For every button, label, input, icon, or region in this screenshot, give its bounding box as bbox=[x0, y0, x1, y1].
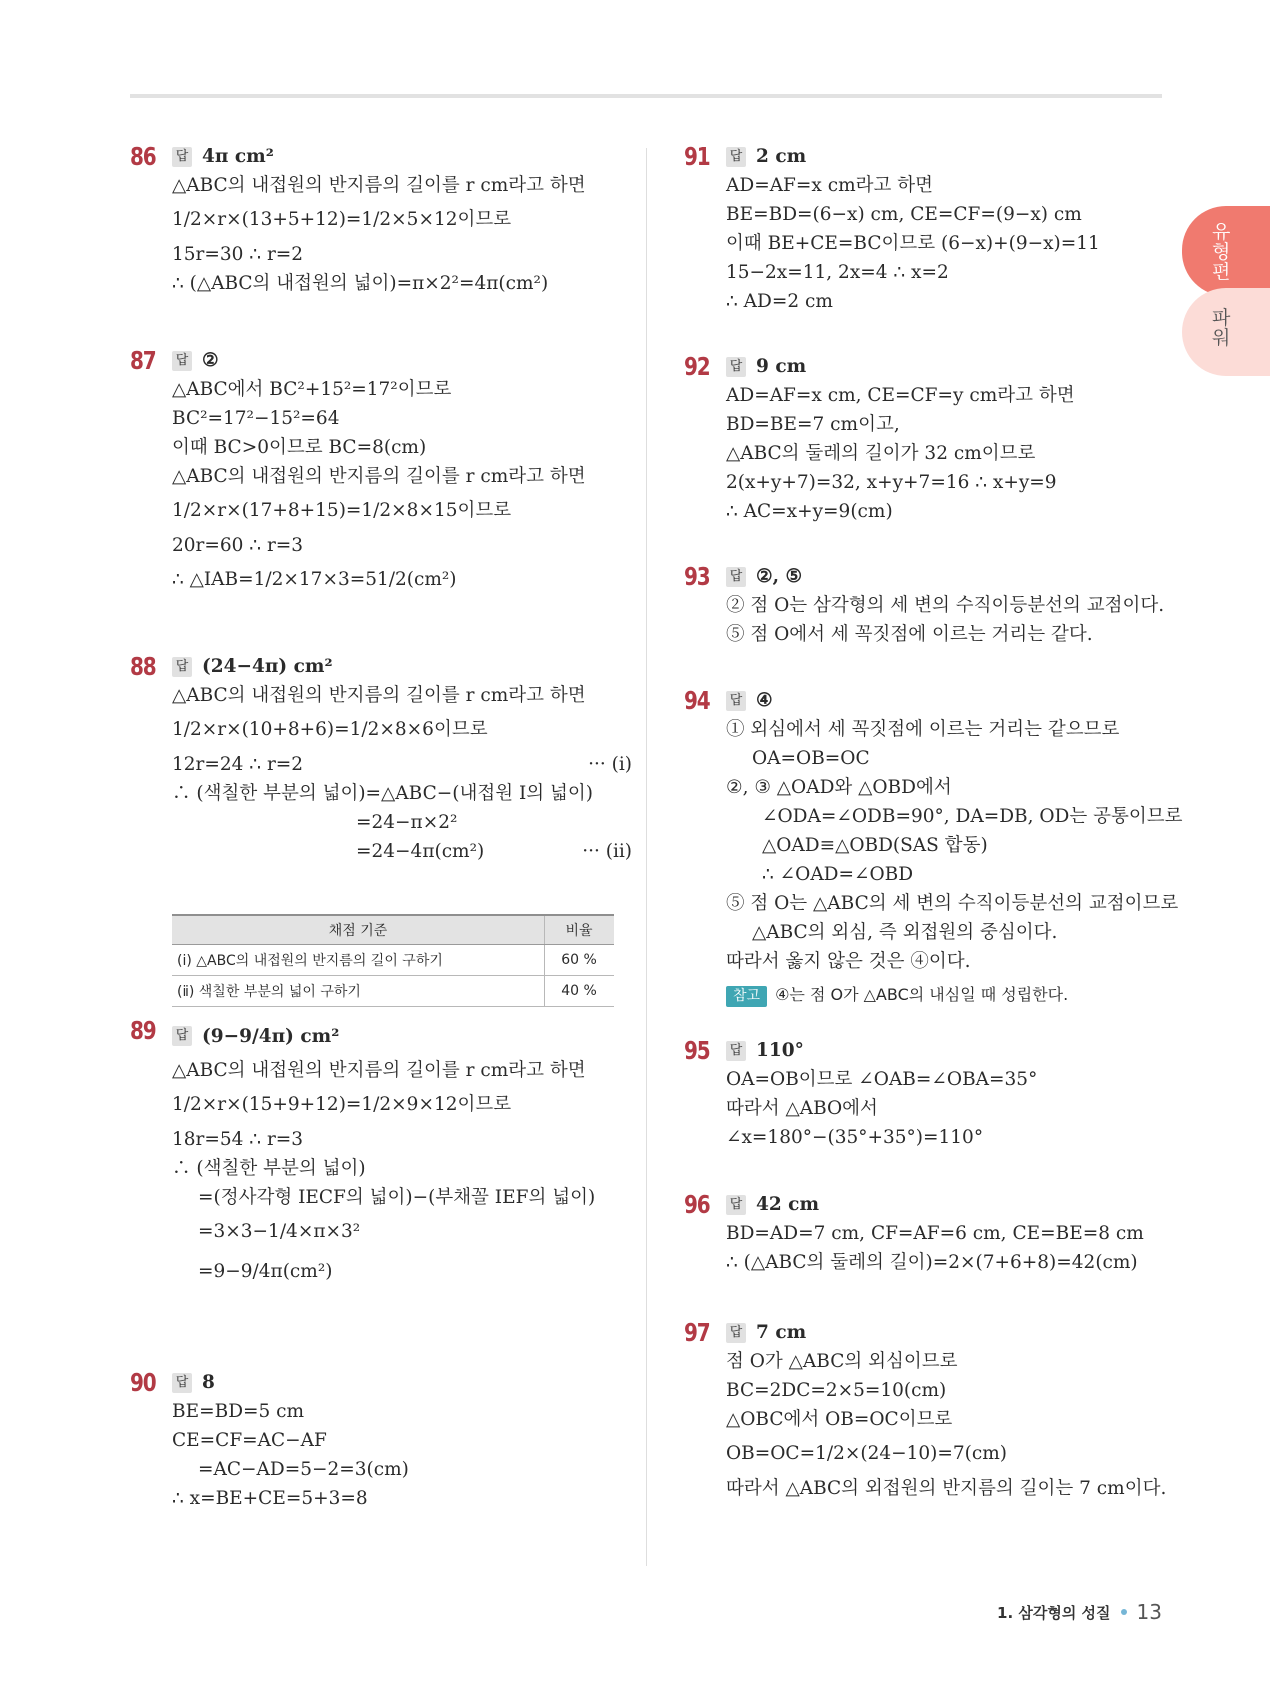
solution-line bbox=[726, 287, 1186, 316]
solution-line-text: BC²=17²−15²=64 bbox=[172, 408, 340, 429]
answer-text: ④ bbox=[756, 690, 773, 711]
solution-body bbox=[726, 1036, 1186, 1152]
column-divider bbox=[646, 148, 647, 1566]
solution-body bbox=[172, 346, 632, 600]
answer-line bbox=[726, 1190, 1186, 1219]
grading-ratio-cell: 40 % bbox=[545, 976, 615, 1007]
solution-line bbox=[172, 1484, 632, 1513]
solution-line bbox=[726, 1405, 1186, 1434]
answer-badge: 답 bbox=[172, 657, 192, 677]
solution-line-text: BD=BE=7 cm이고, bbox=[726, 414, 900, 435]
solution-line bbox=[726, 802, 1186, 831]
solution-line-text: 1/2×r×(10+8+6)=1/2×8×6이므로 bbox=[172, 719, 488, 740]
answer-badge: 답 bbox=[172, 1026, 192, 1046]
solution-line-text: △ABC의 내접원의 반지름의 길이를 r cm라고 하면 bbox=[172, 175, 586, 196]
solution-line bbox=[726, 1065, 1186, 1094]
answer-text: (24−4π) cm² bbox=[202, 656, 333, 677]
solution-body bbox=[726, 562, 1186, 649]
solution-line-text: △ABC의 둘레의 길이가 32 cm이므로 bbox=[726, 443, 1036, 464]
answer-line bbox=[726, 1318, 1186, 1347]
solution-line-text: ∴ (색칠한 부분의 넓이) bbox=[172, 1158, 366, 1179]
grading-header-ratio: 비율 bbox=[545, 915, 615, 945]
solution-line-text: OA=OB=OC bbox=[752, 748, 870, 769]
solution-line-text: 2(x+y+7)=32, x+y+7=16 ∴ x+y=9 bbox=[726, 472, 1057, 493]
grading-ratio-cell: 60 % bbox=[545, 945, 615, 976]
grading-row bbox=[172, 976, 614, 1007]
answer-text: 110° bbox=[756, 1040, 804, 1061]
solution-line-text: OB=OC=1/2×(24−10)=7(cm) bbox=[726, 1443, 1007, 1464]
solution-line bbox=[172, 1085, 632, 1125]
solution-line bbox=[172, 560, 632, 600]
solution-line bbox=[172, 462, 632, 491]
solution-line-text: BD=AD=7 cm, CF=AF=6 cm, CE=BE=8 cm bbox=[726, 1223, 1144, 1244]
solution-line bbox=[172, 531, 632, 560]
solution-line bbox=[726, 947, 1186, 976]
answer-badge: 답 bbox=[726, 1195, 746, 1215]
solution-line-text: ① 외심에서 세 꼭짓점에 이르는 거리는 같으므로 bbox=[726, 719, 1120, 740]
solution-line bbox=[726, 1248, 1186, 1277]
side-tab-power[interactable] bbox=[1182, 288, 1270, 376]
problem-number: 88 bbox=[130, 652, 156, 681]
solution-line bbox=[726, 200, 1186, 229]
solution-line bbox=[726, 860, 1186, 889]
solution-line-text: BE=BD=5 cm bbox=[172, 1401, 305, 1422]
answer-line bbox=[172, 346, 632, 375]
grading-table bbox=[172, 914, 614, 1007]
answer-text: 9 cm bbox=[756, 356, 807, 377]
solution-body bbox=[726, 352, 1186, 526]
solution-line bbox=[172, 1125, 632, 1154]
solution-line-text: =(정사각형 IECF의 넓이)−(부채꼴 IEF의 넓이) bbox=[198, 1187, 596, 1208]
solution-line-text: AD=AF=x cm라고 하면 bbox=[726, 175, 933, 196]
solution-line bbox=[172, 1252, 632, 1292]
answer-line bbox=[172, 652, 632, 681]
solution-line bbox=[726, 744, 1186, 773]
solution-line-text: ∴ (색칠한 부분의 넓이)=△ABC−(내접원 I의 넓이) bbox=[172, 783, 593, 804]
solution-line-text: 1/2×r×(15+9+12)=1/2×9×12이므로 bbox=[172, 1094, 512, 1115]
problem-number: 89 bbox=[130, 1016, 156, 1045]
page-footer bbox=[997, 1600, 1162, 1624]
problem-number: 95 bbox=[684, 1036, 710, 1065]
solution-line-text: 20r=60 ∴ r=3 bbox=[172, 535, 304, 556]
answer-line bbox=[726, 562, 1186, 591]
solution-line bbox=[172, 1426, 632, 1455]
solution-line bbox=[726, 468, 1186, 497]
answer-text: 7 cm bbox=[756, 1322, 807, 1343]
grading-criteria-cell: (ⅱ) 색칠한 부분의 넓이 구하기 bbox=[172, 976, 545, 1007]
answer-text: (9−9/4π) cm² bbox=[202, 1025, 340, 1047]
solution-line bbox=[172, 240, 632, 269]
solution-line bbox=[726, 715, 1186, 744]
solution-line bbox=[726, 591, 1186, 620]
solution-line-text: △OAD≡△OBD(SAS 합동) bbox=[762, 835, 988, 856]
solution-line bbox=[726, 889, 1186, 918]
step-marker: ··· (ⅰ) bbox=[588, 754, 632, 775]
solution-line-text: ∠ODA=∠ODB=90°, DA=DB, OD는 공통이므로 bbox=[762, 806, 1183, 827]
solution-body bbox=[726, 1190, 1186, 1277]
grading-table-header bbox=[172, 915, 614, 945]
note-badge: 참고 bbox=[726, 986, 767, 1007]
solution-line-text: ∴ △IAB=1/2×17×3=51/2(cm²) bbox=[172, 569, 457, 590]
solution-line-text: ∴ (△ABC의 내접원의 넓이)=π×2²=4π(cm²) bbox=[172, 273, 549, 294]
solution-line-text: CE=CF=AC−AF bbox=[172, 1430, 327, 1451]
side-tab-type-label: 유형편 bbox=[1212, 221, 1231, 283]
solution-line bbox=[172, 1056, 632, 1085]
solution-line-text: BE=BD=(6−x) cm, CE=CF=(9−x) cm bbox=[726, 204, 1082, 225]
solution-line bbox=[172, 404, 632, 433]
answer-badge: 답 bbox=[172, 1373, 192, 1393]
solution-body bbox=[172, 1368, 632, 1513]
problem-number: 93 bbox=[684, 562, 710, 591]
solution-line-text: =9−9/4π(cm²) bbox=[198, 1261, 333, 1282]
solution-line-text: BC=2DC=2×5=10(cm) bbox=[726, 1380, 947, 1401]
solution-line-text: 점 O가 △ABC의 외심이므로 bbox=[726, 1351, 958, 1372]
solution-line bbox=[172, 375, 632, 404]
side-tab-power-label: 파워 bbox=[1212, 307, 1231, 349]
solution-line-text: ∴ x=BE+CE=5+3=8 bbox=[172, 1488, 368, 1509]
solution-line bbox=[172, 1455, 632, 1484]
solution-line-text: AD=AF=x cm, CE=CF=y cm라고 하면 bbox=[726, 385, 1075, 406]
solution-line bbox=[726, 497, 1186, 526]
solution-line-text: △ABC의 내접원의 반지름의 길이를 r cm라고 하면 bbox=[172, 1060, 586, 1081]
answer-line bbox=[726, 352, 1186, 381]
solution-line-text: △ABC의 내접원의 반지름의 길이를 r cm라고 하면 bbox=[172, 466, 586, 487]
solution-line-text: =3×3−1/4×π×3² bbox=[198, 1221, 361, 1242]
problem-number: 94 bbox=[684, 686, 710, 715]
side-tab-type[interactable] bbox=[1182, 206, 1270, 296]
solution-line-text: =24−4π(cm²) bbox=[356, 841, 485, 862]
solution-line bbox=[726, 1376, 1186, 1405]
solution-line-text: ∴ (△ABC의 둘레의 길이)=2×(7+6+8)=42(cm) bbox=[726, 1252, 1138, 1273]
solution-line-text: ⑤ 점 O에서 세 꼭짓점에 이르는 거리는 같다. bbox=[726, 624, 1093, 645]
solution-line bbox=[726, 773, 1186, 802]
grading-criteria-cell: (ⅰ) △ABC의 내접원의 반지름의 길이 구하기 bbox=[172, 945, 545, 976]
solution-line bbox=[726, 1219, 1186, 1248]
solution-line-text: ② 점 O는 삼각형의 세 변의 수직이등분선의 교점이다. bbox=[726, 595, 1165, 616]
solution-body bbox=[726, 686, 1186, 1009]
solution-line-text: ∴ AD=2 cm bbox=[726, 291, 833, 312]
solution-line bbox=[726, 171, 1186, 200]
answer-badge: 답 bbox=[726, 357, 746, 377]
solution-body bbox=[172, 142, 632, 298]
solution-line bbox=[726, 1094, 1186, 1123]
solution-line-text: 이때 BE+CE=BC이므로 (6−x)+(9−x)=11 bbox=[726, 233, 1100, 254]
footer-dot-icon bbox=[1121, 1609, 1127, 1615]
solution-line bbox=[172, 1397, 632, 1426]
answer-badge: 답 bbox=[726, 567, 746, 587]
page-number: 13 bbox=[1136, 1600, 1162, 1624]
answer-text: 42 cm bbox=[756, 1194, 820, 1215]
note-line bbox=[726, 980, 1186, 1009]
answer-text: ② bbox=[202, 350, 219, 371]
answer-line bbox=[172, 142, 632, 171]
solution-line bbox=[172, 837, 632, 866]
problem-number: 91 bbox=[684, 142, 710, 171]
solution-line bbox=[726, 918, 1186, 947]
solution-line-text: ∠x=180°−(35°+35°)=110° bbox=[726, 1127, 984, 1148]
solution-body bbox=[172, 652, 632, 866]
solution-line-text: 이때 BC>0이므로 BC=8(cm) bbox=[172, 437, 427, 458]
solution-line bbox=[172, 1212, 632, 1252]
solution-line bbox=[172, 491, 632, 531]
solution-line-text: 따라서 △ABO에서 bbox=[726, 1098, 878, 1119]
solution-body bbox=[172, 1016, 632, 1292]
solution-line bbox=[726, 381, 1186, 410]
answer-line bbox=[726, 1036, 1186, 1065]
answer-text: 8 bbox=[202, 1372, 215, 1393]
answer-line bbox=[726, 142, 1186, 171]
solution-line-text: △ABC의 내접원의 반지름의 길이를 r cm라고 하면 bbox=[172, 685, 586, 706]
solution-line-text: ∴ ∠OAD=∠OBD bbox=[762, 864, 914, 885]
solution-line bbox=[726, 1347, 1186, 1376]
solution-line-text: △OBC에서 OB=OC이므로 bbox=[726, 1409, 953, 1430]
solution-line bbox=[172, 433, 632, 462]
answer-badge: 답 bbox=[726, 691, 746, 711]
solution-line bbox=[726, 410, 1186, 439]
answer-badge: 답 bbox=[726, 147, 746, 167]
solution-line-text: 15−2x=11, 2x=4 ∴ x=2 bbox=[726, 262, 949, 283]
answer-badge: 답 bbox=[726, 1041, 746, 1061]
footer-chapter: 1. 삼각형의 성질 bbox=[997, 1603, 1111, 1622]
solution-line-text: 12r=24 ∴ r=2 bbox=[172, 754, 304, 775]
solution-line-text: OA=OB이므로 ∠OAB=∠OBA=35° bbox=[726, 1069, 1038, 1090]
solution-line-text: 따라서 △ABC의 외접원의 반지름의 길이는 7 cm이다. bbox=[726, 1478, 1167, 1499]
solution-line-text: 1/2×r×(13+5+12)=1/2×5×12이므로 bbox=[172, 209, 512, 230]
solution-line-text: △ABC에서 BC²+15²=17²이므로 bbox=[172, 379, 452, 400]
answer-badge: 답 bbox=[726, 1323, 746, 1343]
answer-text: 2 cm bbox=[756, 146, 807, 167]
solution-line bbox=[172, 808, 632, 837]
answer-text: 4π cm² bbox=[202, 146, 274, 167]
grading-row bbox=[172, 945, 614, 976]
solution-line-text: ⑤ 점 O는 △ABC의 세 변의 수직이등분선의 교점이므로 bbox=[726, 893, 1179, 914]
step-marker: ··· (ⅱ) bbox=[582, 841, 632, 862]
solution-line-text: =24−π×2² bbox=[356, 812, 458, 833]
solution-line bbox=[172, 681, 632, 710]
solution-line bbox=[726, 1123, 1186, 1152]
solution-line bbox=[172, 269, 632, 298]
note-text: ④는 점 O가 △ABC의 내심일 때 성립한다. bbox=[775, 985, 1069, 1004]
top-rule bbox=[130, 94, 1162, 98]
solution-line-text: ②, ③ △OAD와 △OBD에서 bbox=[726, 777, 952, 798]
answer-badge: 답 bbox=[172, 351, 192, 371]
solution-line bbox=[172, 750, 632, 779]
solution-line bbox=[726, 1474, 1186, 1503]
solution-line bbox=[726, 229, 1186, 258]
solution-line bbox=[726, 258, 1186, 287]
solution-line-text: 따라서 옳지 않은 것은 ④이다. bbox=[726, 951, 971, 972]
solution-line bbox=[172, 200, 632, 240]
solution-line bbox=[172, 1183, 632, 1212]
solution-line-text: ∴ AC=x+y=9(cm) bbox=[726, 501, 893, 522]
solution-line-text: =AC−AD=5−2=3(cm) bbox=[198, 1459, 409, 1480]
solution-line bbox=[172, 171, 632, 200]
solution-line bbox=[172, 779, 632, 808]
problem-number: 96 bbox=[684, 1190, 710, 1219]
problem-number: 90 bbox=[130, 1368, 156, 1397]
answer-line bbox=[726, 686, 1186, 715]
solution-line bbox=[172, 710, 632, 750]
problem-number: 86 bbox=[130, 142, 156, 171]
solution-line bbox=[726, 1434, 1186, 1474]
grading-header-criteria: 채점 기준 bbox=[172, 915, 545, 945]
solution-line-text: 18r=54 ∴ r=3 bbox=[172, 1129, 304, 1150]
problem-number: 92 bbox=[684, 352, 710, 381]
solution-line bbox=[726, 620, 1186, 649]
solution-line bbox=[172, 1154, 632, 1183]
problem-number: 97 bbox=[684, 1318, 710, 1347]
solution-line bbox=[726, 439, 1186, 468]
solution-line bbox=[726, 831, 1186, 860]
solution-body bbox=[726, 1318, 1186, 1503]
answer-text: ②, ⑤ bbox=[756, 566, 803, 587]
answer-badge: 답 bbox=[172, 147, 192, 167]
solution-body bbox=[726, 142, 1186, 316]
solution-line-text: △ABC의 외심, 즉 외접원의 중심이다. bbox=[752, 922, 1058, 943]
solution-line-text: 15r=30 ∴ r=2 bbox=[172, 244, 304, 265]
answer-line bbox=[172, 1016, 632, 1056]
solution-line-text: 1/2×r×(17+8+15)=1/2×8×15이므로 bbox=[172, 500, 512, 521]
answer-line bbox=[172, 1368, 632, 1397]
problem-number: 87 bbox=[130, 346, 156, 375]
